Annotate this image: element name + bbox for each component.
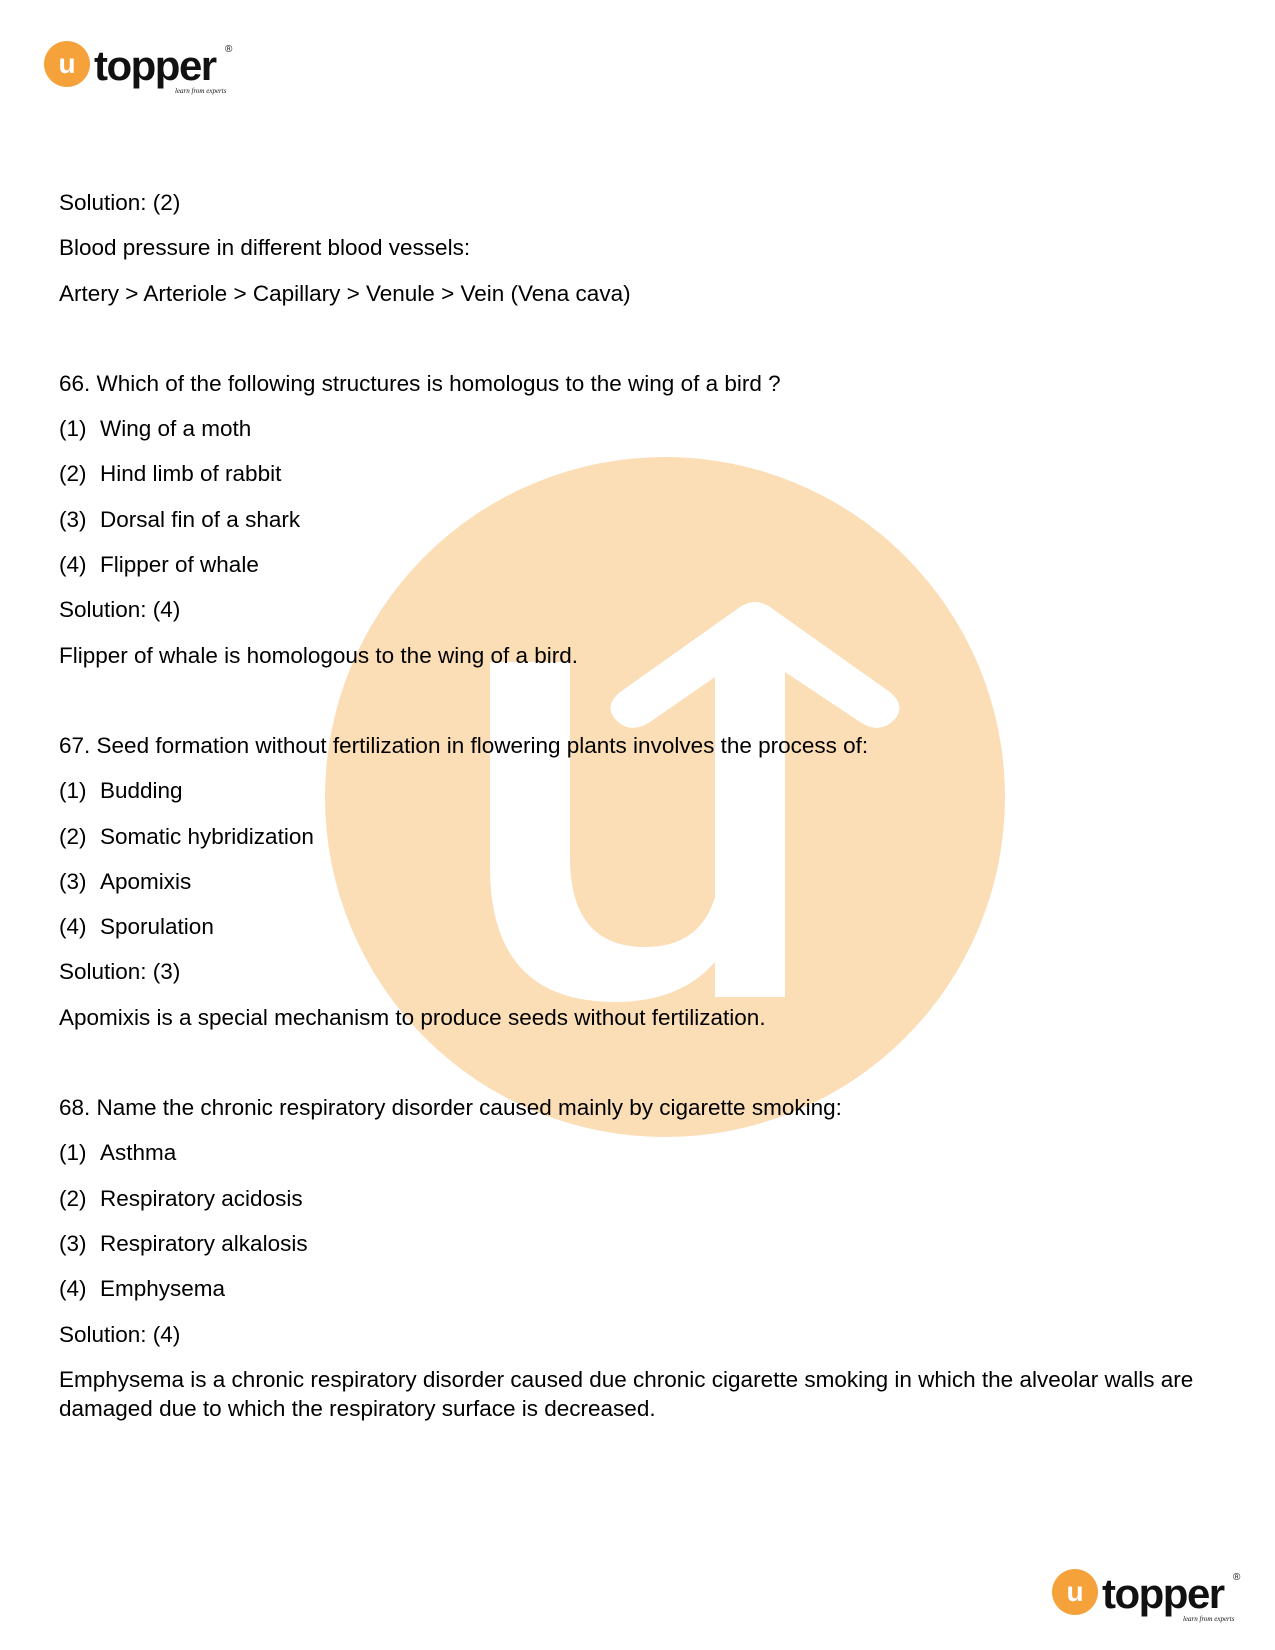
explanation-line: Emphysema is a chronic respiratory disorder caused due chronic cigarette smoking in which the alveolar walls are damaged due to which the respiratory surface is decreased.	[59, 1366, 1194, 1421]
solution-line: Solution: (4)	[59, 1321, 181, 1347]
option-line: (4) Sporulation	[59, 914, 214, 940]
option-line: (3) Apomixis	[59, 868, 192, 894]
explanation-line: Apomixis is a special mechanism to produce seeds without fertilization.	[59, 1004, 766, 1030]
svg-text:u: u	[58, 48, 76, 79]
option-line: (2) Somatic hybridization	[59, 823, 314, 849]
svg-text:learn from experts: learn from experts	[175, 87, 227, 95]
option-line: (4) Emphysema	[59, 1276, 226, 1302]
question-66: 66. Which of the following structures is homologus to the wing of a bird ?	[59, 370, 781, 396]
explanation-line: Flipper of whale is homologous to the wing of a bird.	[59, 642, 579, 668]
svg-text:®: ®	[1233, 1572, 1241, 1583]
svg-text:topper: topper	[94, 42, 216, 89]
solution-line: Solution: (3)	[59, 959, 181, 985]
option-line: (2) Hind limb of rabbit	[59, 461, 282, 487]
explanation-line: Blood pressure in different blood vessels:	[59, 235, 471, 261]
svg-text:u: u	[1066, 1576, 1084, 1607]
option-line: (2) Respiratory acidosis	[59, 1185, 303, 1211]
question-67: 67. Seed formation without fertilization in flowering plants involves the process of:	[59, 732, 869, 758]
option-line: (1) Budding	[59, 778, 183, 804]
svg-text:learn from experts: learn from experts	[1183, 1615, 1235, 1623]
explanation-line: Artery > Arteriole > Capillary > Venule > Vein (Vena cava)	[59, 280, 631, 306]
option-line: (3) Dorsal fin of a shark	[59, 506, 301, 532]
question-68: 68. Name the chronic respiratory disorder caused mainly by cigarette smoking:	[59, 1095, 842, 1121]
svg-text:topper: topper	[1102, 1570, 1224, 1617]
option-line: (3) Respiratory alkalosis	[59, 1230, 308, 1256]
option-line: (1) Wing of a moth	[59, 416, 252, 442]
document-content	[59, 188, 1209, 1423]
topper-logo-footer	[1052, 1568, 1252, 1626]
svg-text:®: ®	[225, 44, 233, 55]
option-line: (4) Flipper of whale	[59, 552, 259, 578]
solution-line: Solution: (4)	[59, 597, 181, 623]
option-line: (1) Asthma	[59, 1140, 177, 1166]
topper-logo	[44, 40, 244, 98]
solution-line: Solution: (2)	[59, 190, 181, 215]
